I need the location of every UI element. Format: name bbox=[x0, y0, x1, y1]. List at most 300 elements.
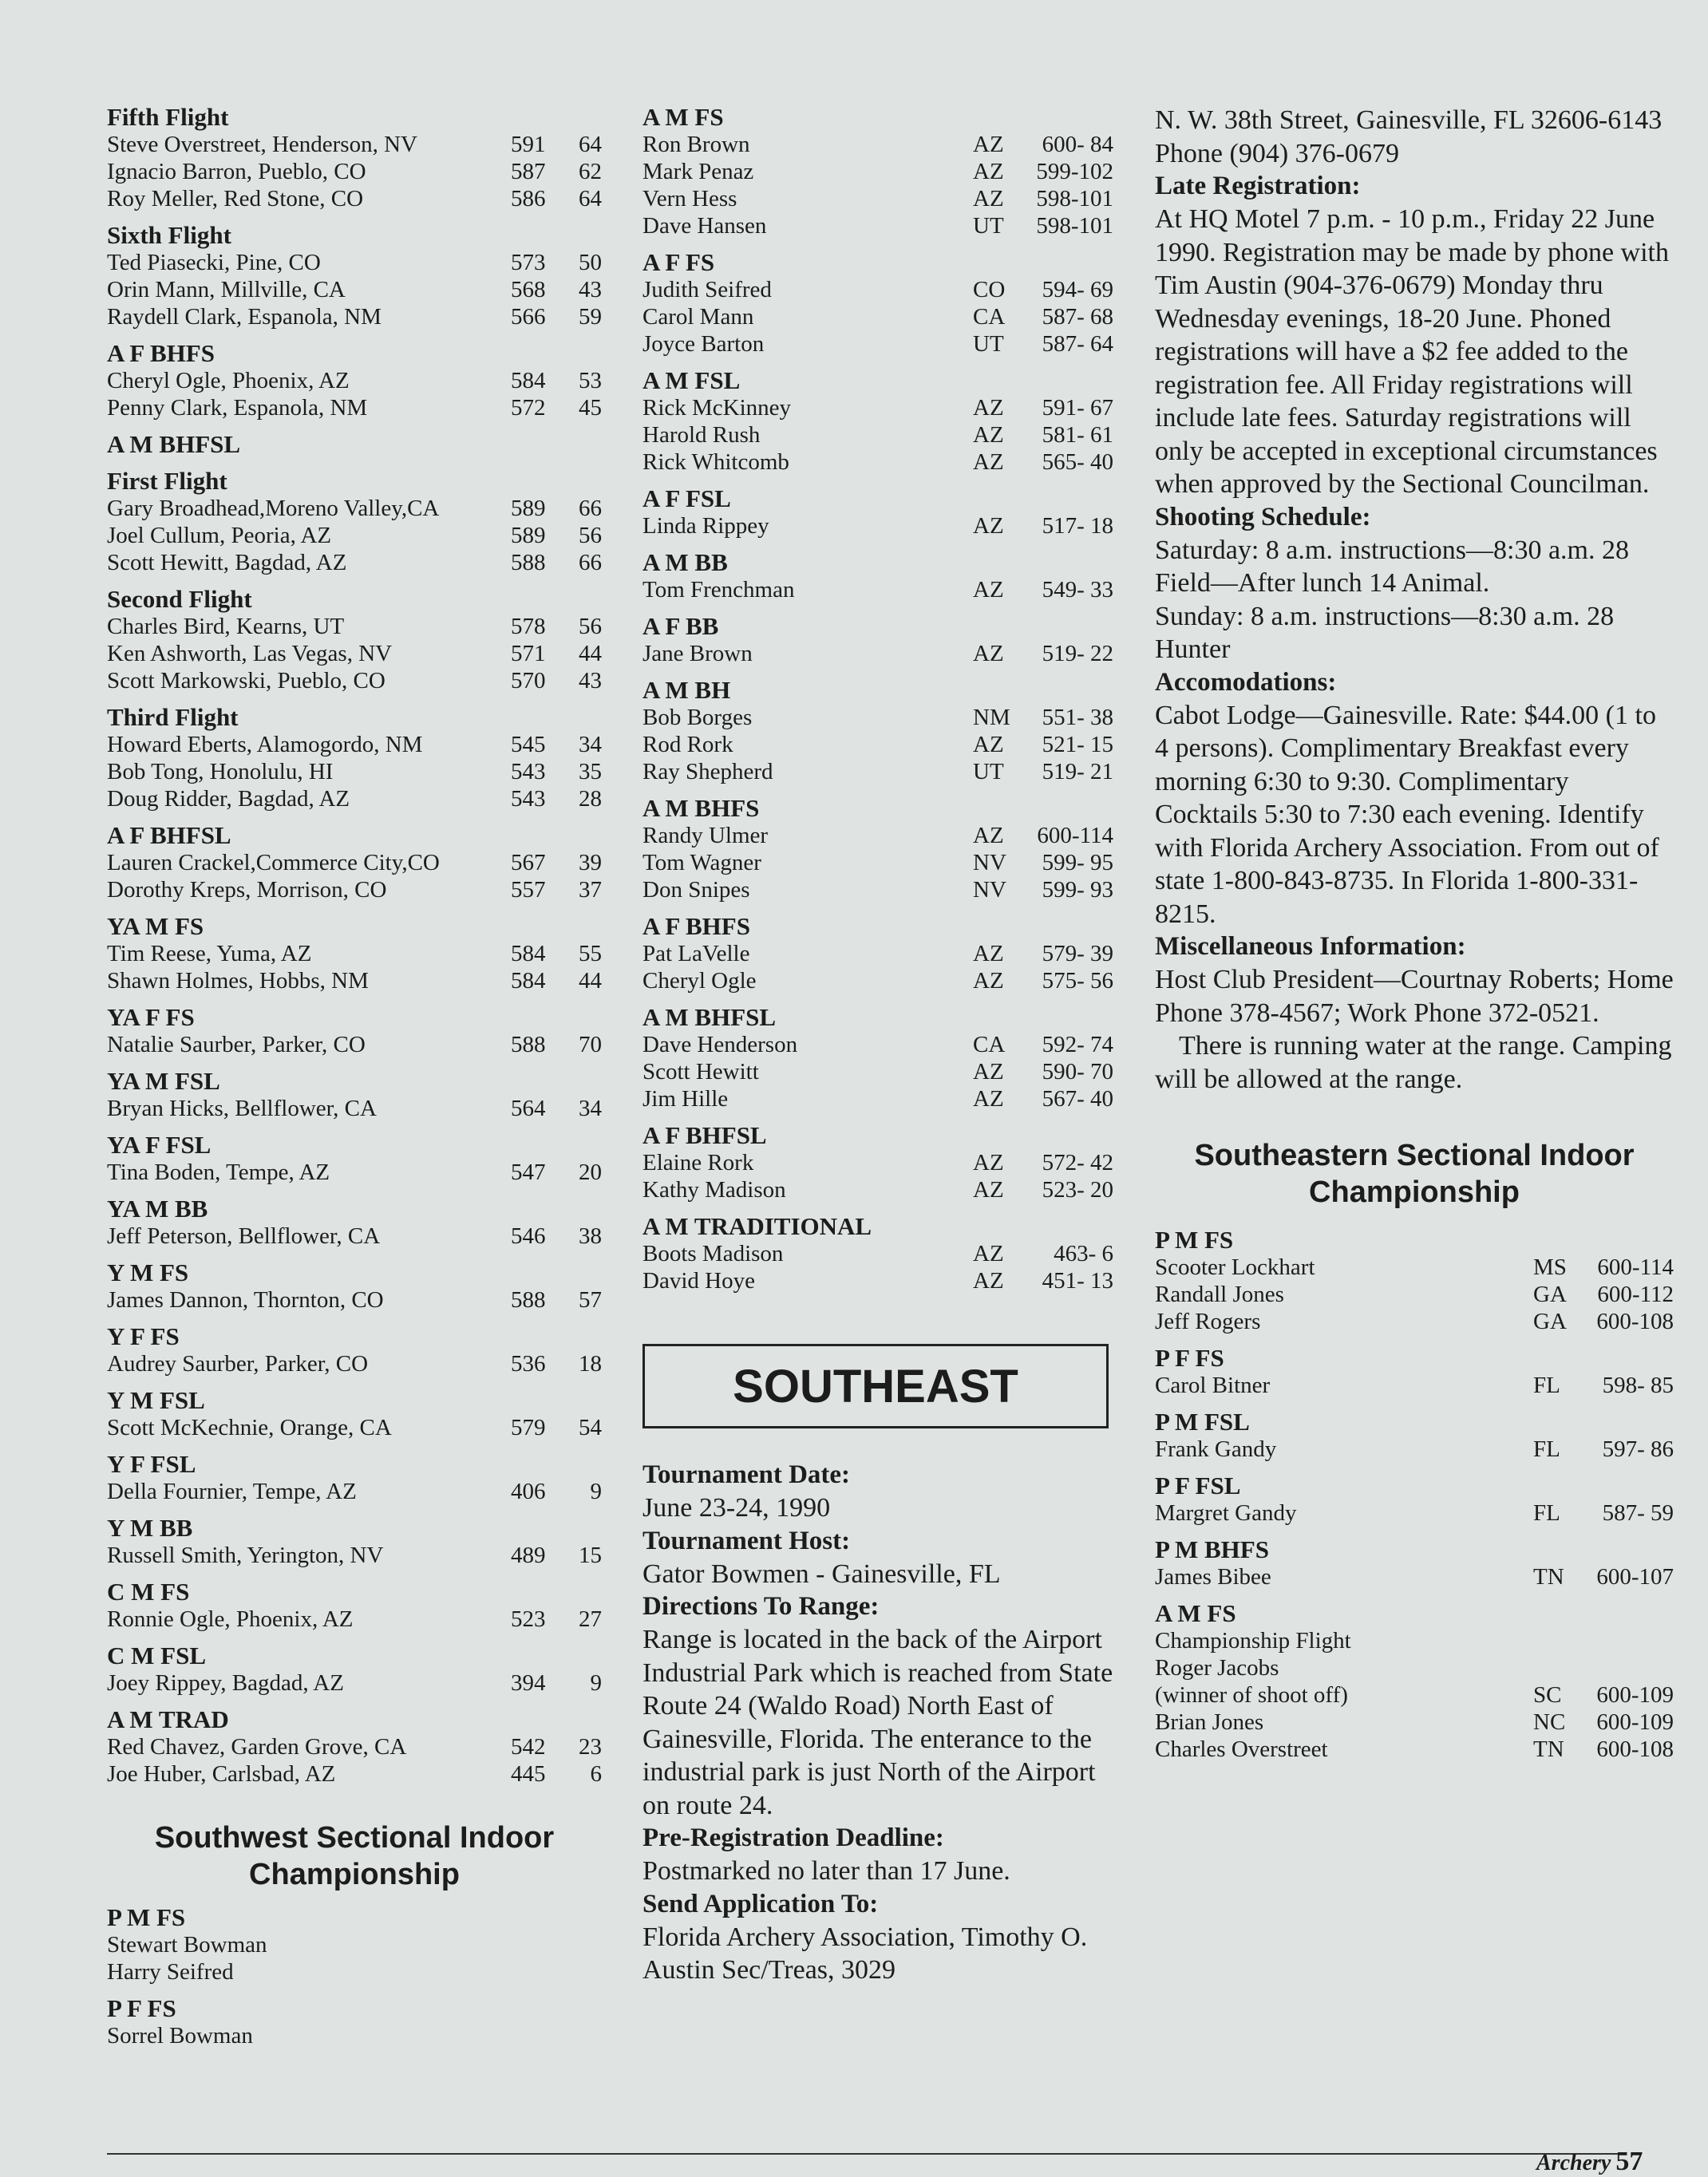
results-category bbox=[107, 222, 602, 330]
score: 579- 39 bbox=[1042, 941, 1113, 966]
x-count: 44 bbox=[579, 641, 602, 666]
archer-name: Elaine Rork bbox=[642, 1150, 754, 1175]
results-category bbox=[107, 1515, 602, 1569]
result-row bbox=[642, 1058, 1113, 1085]
score: 547 bbox=[511, 1160, 546, 1185]
info-text: Florida Archery Association, Timothy O. Austin Sec/Treas, 3029 bbox=[642, 1922, 1088, 1985]
score: 571 bbox=[511, 641, 546, 666]
state: GA bbox=[1533, 1309, 1567, 1334]
score: 590- 70 bbox=[1042, 1059, 1113, 1085]
results-category bbox=[107, 1387, 602, 1441]
category-heading: A M FS bbox=[1155, 1599, 1236, 1627]
result-row bbox=[642, 212, 1113, 239]
archer-name: Boots Madison bbox=[642, 1241, 784, 1266]
score: 599- 95 bbox=[1042, 850, 1113, 875]
score: 597- 86 bbox=[1602, 1436, 1674, 1462]
score: 587- 68 bbox=[1042, 304, 1113, 330]
category-heading: P F FS bbox=[1155, 1344, 1224, 1372]
category-heading: A M BH bbox=[642, 676, 731, 704]
info-text: June 23-24, 1990 bbox=[642, 1493, 831, 1523]
category-heading: YA F FS bbox=[107, 1003, 195, 1031]
archer-name: Bob Borges bbox=[642, 705, 753, 730]
score: 545 bbox=[511, 732, 546, 757]
score: 584 bbox=[511, 368, 546, 393]
results-category bbox=[107, 704, 602, 812]
info-text: Gator Bowmen - Gainesville, FL bbox=[642, 1559, 1001, 1589]
score: 600-112 bbox=[1597, 1282, 1674, 1307]
archer-name: Roger Jacobs bbox=[1155, 1655, 1279, 1681]
score: 600-108 bbox=[1596, 1309, 1674, 1334]
result-row bbox=[107, 158, 602, 185]
archer-name: Jeff Rogers bbox=[1155, 1309, 1261, 1334]
result-row bbox=[642, 849, 1113, 876]
x-count: 45 bbox=[579, 395, 602, 421]
category-heading: A F BHFS bbox=[107, 339, 215, 367]
archer-name: Scooter Lockhart bbox=[1155, 1254, 1315, 1280]
archer-name: Charles Overstreet bbox=[1155, 1736, 1328, 1762]
result-row bbox=[642, 158, 1113, 185]
x-count: 37 bbox=[579, 877, 602, 903]
score: 536 bbox=[511, 1351, 546, 1377]
result-row bbox=[1155, 1654, 1674, 1681]
score: 594- 69 bbox=[1042, 277, 1113, 302]
score: 543 bbox=[511, 786, 546, 812]
state: GA bbox=[1533, 1282, 1567, 1307]
tournament-info bbox=[642, 1459, 1113, 1987]
x-count: 56 bbox=[579, 523, 602, 548]
score: 570 bbox=[511, 668, 546, 693]
archer-name: Della Fournier, Tempe, AZ bbox=[107, 1479, 357, 1504]
category-heading: Second Flight bbox=[107, 585, 252, 613]
results-category bbox=[107, 1642, 602, 1697]
score: 587- 59 bbox=[1602, 1500, 1674, 1526]
result-row bbox=[107, 2022, 602, 2049]
category-heading: YA M BB bbox=[107, 1195, 208, 1223]
category-heading: Y M FS bbox=[107, 1258, 189, 1286]
category-heading: A M BB bbox=[642, 548, 728, 576]
score: 598-101 bbox=[1036, 186, 1113, 211]
results-category bbox=[107, 431, 602, 458]
archer-name: Gary Broadhead,Moreno Valley,CA bbox=[107, 496, 440, 521]
state: NM bbox=[973, 705, 1010, 730]
result-row bbox=[107, 731, 602, 758]
score: 566 bbox=[511, 304, 546, 330]
result-row bbox=[642, 640, 1113, 667]
category-heading: YA M FS bbox=[107, 912, 204, 940]
result-row bbox=[107, 549, 602, 576]
state: UT bbox=[973, 759, 1004, 784]
result-row bbox=[642, 1149, 1113, 1176]
result-row bbox=[642, 1267, 1113, 1294]
result-row bbox=[642, 1031, 1113, 1058]
score: 549- 33 bbox=[1042, 577, 1113, 603]
x-count: 62 bbox=[579, 159, 602, 184]
state: NV bbox=[973, 877, 1006, 903]
archer-name: Scott Hewitt bbox=[642, 1059, 759, 1085]
archer-name: Randall Jones bbox=[1155, 1282, 1284, 1307]
archer-name: Ted Piasecki, Pine, CO bbox=[107, 250, 321, 275]
state: TN bbox=[1533, 1564, 1564, 1590]
state: AZ bbox=[973, 1241, 1004, 1266]
x-count: 39 bbox=[579, 850, 602, 875]
archer-name: Tina Boden, Tempe, AZ bbox=[107, 1160, 330, 1185]
archer-name: Howard Eberts, Alamogordo, NM bbox=[107, 732, 423, 757]
archer-name: Penny Clark, Espanola, NM bbox=[107, 395, 368, 421]
result-row bbox=[107, 1760, 602, 1788]
state: AZ bbox=[973, 422, 1004, 448]
x-count: 43 bbox=[579, 668, 602, 693]
result-row bbox=[107, 1350, 602, 1377]
state: AZ bbox=[973, 395, 1004, 421]
archer-name: Doug Ridder, Bagdad, AZ bbox=[107, 786, 350, 812]
archer-name: Joel Cullum, Peoria, AZ bbox=[107, 523, 332, 548]
state: AZ bbox=[973, 1177, 1004, 1203]
category-heading: YA M FSL bbox=[107, 1067, 220, 1095]
archer-name: Dorothy Kreps, Morrison, CO bbox=[107, 877, 387, 903]
info-text: Saturday: 8 a.m. instructions—8:30 a.m. 28 Field—After lunch 14 Animal. bbox=[1155, 535, 1629, 598]
score: 463- 6 bbox=[1054, 1241, 1113, 1266]
score: 599-102 bbox=[1036, 159, 1113, 184]
x-count: 20 bbox=[579, 1160, 602, 1185]
archer-name: Scott McKechnie, Orange, CA bbox=[107, 1415, 392, 1440]
archer-name: Vern Hess bbox=[642, 186, 737, 211]
results-category bbox=[107, 1195, 602, 1250]
x-count: 66 bbox=[579, 550, 602, 575]
result-row bbox=[107, 1542, 602, 1569]
archer-name: Raydell Clark, Espanola, NM bbox=[107, 304, 382, 330]
archer-name: James Bibee bbox=[1155, 1564, 1271, 1590]
score: 600-114 bbox=[1597, 1254, 1674, 1280]
category-heading: P F FSL bbox=[1155, 1472, 1241, 1499]
result-row bbox=[642, 185, 1113, 212]
archer-name: Harold Rush bbox=[642, 422, 761, 448]
archer-name: Ray Shepherd bbox=[642, 759, 773, 784]
archer-name: Cheryl Ogle, Phoenix, AZ bbox=[107, 368, 350, 393]
archer-name: Scott Hewitt, Bagdad, AZ bbox=[107, 550, 347, 575]
result-row bbox=[107, 849, 602, 876]
result-row bbox=[642, 448, 1113, 476]
result-row bbox=[107, 1478, 602, 1505]
score: 523 bbox=[511, 1606, 546, 1632]
result-row bbox=[1155, 1254, 1674, 1281]
state: AZ bbox=[973, 186, 1004, 211]
state: FL bbox=[1533, 1373, 1560, 1398]
category-heading: P F FS bbox=[107, 1994, 176, 2022]
x-count: 6 bbox=[590, 1761, 602, 1787]
category-heading: Y M BB bbox=[107, 1514, 193, 1542]
score: 581- 61 bbox=[1042, 422, 1113, 448]
archer-name: Joyce Barton bbox=[642, 331, 765, 357]
archer-name: Jeff Peterson, Bellflower, CA bbox=[107, 1223, 381, 1249]
result-row bbox=[107, 1095, 602, 1122]
archer-name: Margret Gandy bbox=[1155, 1500, 1297, 1526]
score: 517- 18 bbox=[1042, 513, 1113, 539]
score: 567- 40 bbox=[1042, 1086, 1113, 1112]
result-row bbox=[107, 1733, 602, 1760]
result-row bbox=[107, 131, 602, 158]
x-count: 18 bbox=[579, 1351, 602, 1377]
score: 575- 56 bbox=[1042, 968, 1113, 994]
archer-name: Cheryl Ogle bbox=[642, 968, 757, 994]
info-text: Host Club President—Courtnay Roberts; Home Phone 378-4567; Work Phone 372-0521. bbox=[1155, 965, 1674, 1028]
x-count: 9 bbox=[590, 1670, 602, 1696]
result-row bbox=[642, 1085, 1113, 1112]
info-heading: Directions To Range: bbox=[642, 1592, 880, 1621]
archer-name: Scott Markowski, Pueblo, CO bbox=[107, 668, 385, 693]
category-heading: A F BHFS bbox=[642, 912, 750, 940]
result-row bbox=[107, 1031, 602, 1058]
result-row bbox=[642, 576, 1113, 603]
page-number: 57 bbox=[1615, 2147, 1643, 2176]
state: AZ bbox=[973, 1086, 1004, 1112]
result-row bbox=[642, 131, 1113, 158]
archer-name: Randy Ulmer bbox=[642, 823, 769, 848]
score: 579 bbox=[511, 1415, 546, 1440]
category-heading: P M FSL bbox=[1155, 1408, 1250, 1436]
score: 519- 21 bbox=[1042, 759, 1113, 784]
archer-name: Rick McKinney bbox=[642, 395, 792, 421]
archer-name: Pat LaVelle bbox=[642, 941, 750, 966]
score: 551- 38 bbox=[1042, 705, 1113, 730]
category-heading: A F FSL bbox=[642, 484, 731, 512]
x-count: 53 bbox=[579, 368, 602, 393]
category-heading: A M BHFS bbox=[642, 794, 760, 822]
x-count: 57 bbox=[579, 1287, 602, 1313]
result-row bbox=[1155, 1709, 1674, 1736]
category-heading: Y M FSL bbox=[107, 1386, 205, 1414]
archer-name: Stewart Bowman bbox=[107, 1932, 267, 1958]
score: 564 bbox=[511, 1096, 546, 1121]
x-count: 55 bbox=[579, 941, 602, 966]
results-list bbox=[107, 104, 602, 1788]
score: 600-114 bbox=[1037, 823, 1113, 848]
score: 600-109 bbox=[1596, 1682, 1674, 1708]
score: 591- 67 bbox=[1042, 395, 1113, 421]
tournament-info-continued bbox=[1155, 170, 1674, 1029]
result-row bbox=[107, 785, 602, 812]
result-row bbox=[642, 276, 1113, 303]
info-text: Sunday: 8 a.m. instructions—8:30 a.m. 28 Hunter bbox=[1155, 601, 1615, 664]
archer-name: David Hoye bbox=[642, 1268, 755, 1294]
result-row bbox=[107, 876, 602, 903]
archer-name: James Dannon, Thornton, CO bbox=[107, 1287, 384, 1313]
x-count: 34 bbox=[579, 1096, 602, 1121]
result-row bbox=[1155, 1372, 1674, 1399]
state: NV bbox=[973, 850, 1006, 875]
southeast-heading-box: SOUTHEAST bbox=[642, 1344, 1109, 1428]
state: CO bbox=[973, 277, 1006, 302]
score: 587- 64 bbox=[1042, 331, 1113, 357]
archer-name: Joey Rippey, Bagdad, AZ bbox=[107, 1670, 344, 1696]
category-heading: A F BHFSL bbox=[642, 1121, 767, 1149]
state: NC bbox=[1533, 1709, 1566, 1735]
results-category bbox=[107, 1323, 602, 1377]
x-count: 34 bbox=[579, 732, 602, 757]
score: 572 bbox=[511, 395, 546, 421]
archer-name: Orin Mann, Millville, CA bbox=[107, 277, 346, 302]
score: 519- 22 bbox=[1042, 641, 1113, 666]
archer-name: Dave Henderson bbox=[642, 1032, 798, 1057]
state: TN bbox=[1533, 1736, 1564, 1762]
category-heading: P M FS bbox=[107, 1903, 186, 1931]
result-row bbox=[1155, 1627, 1674, 1654]
result-row bbox=[642, 731, 1113, 758]
state: MS bbox=[1533, 1254, 1567, 1280]
info-heading: Tournament Host: bbox=[642, 1526, 851, 1555]
southeastern-championship-title: Southeastern Sectional Indoor Championship bbox=[1194, 1139, 1635, 1209]
results-category bbox=[642, 795, 1113, 903]
x-count: 59 bbox=[579, 304, 602, 330]
info-heading: Miscellaneous Information: bbox=[1155, 932, 1466, 961]
x-count: 23 bbox=[579, 1734, 602, 1760]
result-row bbox=[107, 758, 602, 785]
archer-name: Judith Seifred bbox=[642, 277, 772, 302]
score: 587 bbox=[511, 159, 546, 184]
archer-name: Charles Bird, Kearns, UT bbox=[107, 614, 345, 639]
state: AZ bbox=[973, 513, 1004, 539]
magazine-name: Archery bbox=[1536, 2151, 1611, 2175]
score: 521- 15 bbox=[1042, 732, 1113, 757]
results-category bbox=[107, 1068, 602, 1122]
category-heading: A M FSL bbox=[642, 366, 741, 394]
score: 592- 74 bbox=[1042, 1032, 1113, 1057]
archer-name: Don Snipes bbox=[642, 877, 750, 903]
results-category bbox=[107, 1578, 602, 1633]
state: FL bbox=[1533, 1500, 1560, 1526]
result-row bbox=[107, 613, 602, 640]
result-row bbox=[642, 303, 1113, 330]
footer-rule bbox=[107, 2153, 1623, 2155]
page-footer bbox=[1536, 2147, 1643, 2177]
results-category bbox=[107, 1995, 602, 2049]
state: AZ bbox=[973, 449, 1004, 475]
results-category bbox=[107, 1259, 602, 1314]
state: AZ bbox=[973, 732, 1004, 757]
range-notes: There is running water at the range. Camping will be allowed at the range. bbox=[1155, 1031, 1672, 1094]
result-row bbox=[642, 512, 1113, 539]
score: 589 bbox=[511, 523, 546, 548]
category-heading: P M BHFS bbox=[1155, 1535, 1269, 1563]
category-heading: Third Flight bbox=[107, 703, 239, 731]
results-column-left bbox=[107, 104, 602, 2059]
category-heading: Sixth Flight bbox=[107, 221, 231, 249]
state: CA bbox=[973, 304, 1006, 330]
x-count: 66 bbox=[579, 496, 602, 521]
info-heading: Shooting Schedule: bbox=[1155, 502, 1371, 531]
info-heading: Send Application To: bbox=[642, 1889, 879, 1918]
result-row bbox=[107, 394, 602, 421]
score: 557 bbox=[511, 877, 546, 903]
state: AZ bbox=[973, 1268, 1004, 1294]
score: 406 bbox=[511, 1479, 546, 1504]
results-category bbox=[642, 913, 1113, 994]
category-heading: C M FSL bbox=[107, 1642, 206, 1669]
archer-name: Jane Brown bbox=[642, 641, 753, 666]
score: 589 bbox=[511, 496, 546, 521]
category-heading: Y F FSL bbox=[107, 1450, 196, 1478]
category-heading: A M TRAD bbox=[107, 1705, 229, 1733]
info-text: At HQ Motel 7 p.m. - 10 p.m., Friday 22 June 1990. Registration may be made by phone with Tim Austin (904-376-0679) Monday thru Wednesday evenings, 18-20 June. Phoned registrations will have a $2 fee added to the registration fee. All Friday registrations will include late fees. Saturday registrations will only be accepted in exceptional circumstances when approved by the Sectional Councilman. bbox=[1155, 204, 1669, 499]
results-category bbox=[642, 485, 1113, 539]
archer-name: Harry Seifred bbox=[107, 1959, 234, 1985]
x-count: 35 bbox=[579, 759, 602, 784]
score: 543 bbox=[511, 759, 546, 784]
result-row bbox=[1155, 1681, 1674, 1709]
x-count: 43 bbox=[579, 277, 602, 302]
southwest-results-list bbox=[107, 1904, 602, 2049]
results-column-middle bbox=[642, 104, 1113, 1987]
result-row bbox=[107, 367, 602, 394]
score: 572- 42 bbox=[1042, 1150, 1113, 1175]
x-count: 64 bbox=[579, 132, 602, 157]
x-count: 38 bbox=[579, 1223, 602, 1249]
result-row bbox=[1155, 1736, 1674, 1763]
state: AZ bbox=[973, 941, 1004, 966]
archer-name: Steve Overstreet, Henderson, NV bbox=[107, 132, 417, 157]
category-heading: A M BHFSL bbox=[642, 1003, 777, 1031]
info-heading: Late Registration: bbox=[1155, 172, 1361, 200]
results-list bbox=[642, 104, 1113, 1294]
results-category bbox=[107, 468, 602, 576]
result-row bbox=[107, 185, 602, 212]
result-row bbox=[642, 1240, 1113, 1267]
results-category bbox=[107, 340, 602, 421]
result-row bbox=[642, 1176, 1113, 1203]
x-count: 56 bbox=[579, 614, 602, 639]
score: 568 bbox=[511, 277, 546, 302]
results-category bbox=[642, 613, 1113, 667]
state: AZ bbox=[973, 1150, 1004, 1175]
info-column-right bbox=[1155, 104, 1674, 1772]
score: 600- 84 bbox=[1042, 132, 1113, 157]
result-row bbox=[642, 940, 1113, 967]
category-heading: A F BB bbox=[642, 612, 719, 640]
results-category bbox=[107, 104, 602, 212]
category-heading: YA F FSL bbox=[107, 1131, 212, 1159]
x-count: 28 bbox=[579, 786, 602, 812]
results-category bbox=[1155, 1536, 1674, 1590]
results-category bbox=[642, 367, 1113, 476]
southeastern-results-list bbox=[1155, 1227, 1674, 1763]
result-row bbox=[107, 1223, 602, 1250]
score: 451- 13 bbox=[1042, 1268, 1113, 1294]
state: AZ bbox=[973, 641, 1004, 666]
result-row bbox=[107, 940, 602, 967]
result-row bbox=[107, 495, 602, 522]
archer-name: Mark Penaz bbox=[642, 159, 754, 184]
info-heading: Accomodations: bbox=[1155, 667, 1337, 697]
result-row bbox=[107, 1159, 602, 1186]
score: 591 bbox=[511, 132, 546, 157]
category-heading: P M FS bbox=[1155, 1226, 1234, 1254]
category-heading: A M TRADITIONAL bbox=[642, 1212, 872, 1240]
results-category bbox=[107, 1706, 602, 1788]
result-row bbox=[642, 822, 1113, 849]
score: 598-101 bbox=[1036, 213, 1113, 239]
results-category bbox=[107, 1451, 602, 1505]
x-count: 64 bbox=[579, 186, 602, 211]
archer-name: Jim Hille bbox=[642, 1086, 729, 1112]
result-row bbox=[107, 667, 602, 694]
score: 600-107 bbox=[1596, 1564, 1674, 1590]
archer-name: Ken Ashworth, Las Vegas, NV bbox=[107, 641, 393, 666]
category-heading: C M FS bbox=[107, 1578, 190, 1606]
result-row bbox=[642, 421, 1113, 448]
state: UT bbox=[973, 331, 1004, 357]
archer-name: Natalie Saurber, Parker, CO bbox=[107, 1032, 366, 1057]
score: 584 bbox=[511, 941, 546, 966]
archer-name: Bryan Hicks, Bellflower, CA bbox=[107, 1096, 377, 1121]
